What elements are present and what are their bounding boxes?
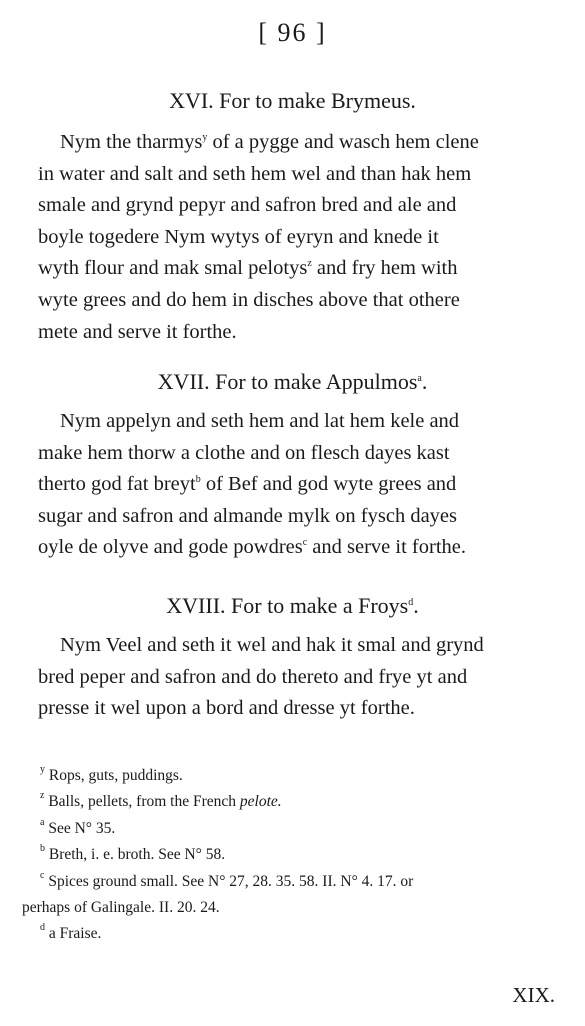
- recipe-text-xvii: [38, 406, 566, 564]
- text-line: wyte grees and do hem in disches above that othere: [38, 288, 460, 311]
- text-line: boyle togedere Nym wytys of eyryn and knede it: [38, 225, 439, 248]
- footnote-d: $^d$ a Fraise.: [40, 922, 102, 943]
- text-line: therto god fat breyt$^b$ of Bef and god wyte grees and: [38, 473, 457, 496]
- footnote-y: $^y$ Rops, guts, puddings.: [40, 764, 183, 784]
- recipe-title-xviii: XVIII. For to make a Froys$^d$.: [166, 593, 419, 618]
- page-number: [ 96 ]: [258, 18, 327, 47]
- text-line: make hem thorw a clothe and on flesch dayes kast: [38, 441, 450, 464]
- text-line: oyle de olyve and gode powdres$^c$ and serve it forthe.: [38, 536, 466, 559]
- catchword: XIX.: [512, 983, 555, 1007]
- footnote-a: $^a$ See N° 35.: [40, 816, 116, 837]
- recipe-title-xvii: XVII. For to make Appulmos$^a$.: [157, 369, 428, 394]
- recipe-title-xvi: XVI. For to make Brymeus.: [169, 88, 416, 113]
- text-line: Nym Veel and seth it wel and hak it smal and grynd: [60, 634, 484, 656]
- text-line: smale and grynd pepyr and safron bred and ale and: [38, 194, 457, 217]
- footnote-z: $^z$ Balls, pellets, from the French pelote.: [40, 790, 282, 811]
- text-line: in water and salt and seth hem wel and than hak hem: [38, 162, 472, 185]
- footnote-c: $^c$ Spices ground small. See N° 27, 28. 35. 58. II. N° 4. 17. or: [40, 869, 414, 890]
- text-line: presse it wel upon a bord and dresse yt forthe.: [38, 697, 415, 720]
- recipe-text-xvi: [38, 127, 566, 348]
- recipe-text-xviii: [38, 630, 566, 725]
- text-line: bred peper and safron and do thereto and frye yt and: [38, 665, 468, 688]
- text-line: wyth flour and mak smal pelotys$^z$ and fry hem with: [38, 257, 458, 280]
- text-line: sugar and safron and almande mylk on fysch dayes: [38, 504, 457, 527]
- footnotes: [22, 763, 570, 948]
- text-line: Nym the tharmys$^y$ of a pygge and wasch hem clene: [60, 131, 479, 153]
- footnote-b: $^b$ Breth, i. e. broth. See N° 58.: [40, 843, 226, 864]
- footnote-c-continued: perhaps of Galingale. II. 20. 24.: [22, 899, 220, 917]
- text-line: Nym appelyn and seth hem and lat hem kele and: [60, 410, 460, 432]
- text-line: mete and serve it forthe.: [38, 320, 237, 343]
